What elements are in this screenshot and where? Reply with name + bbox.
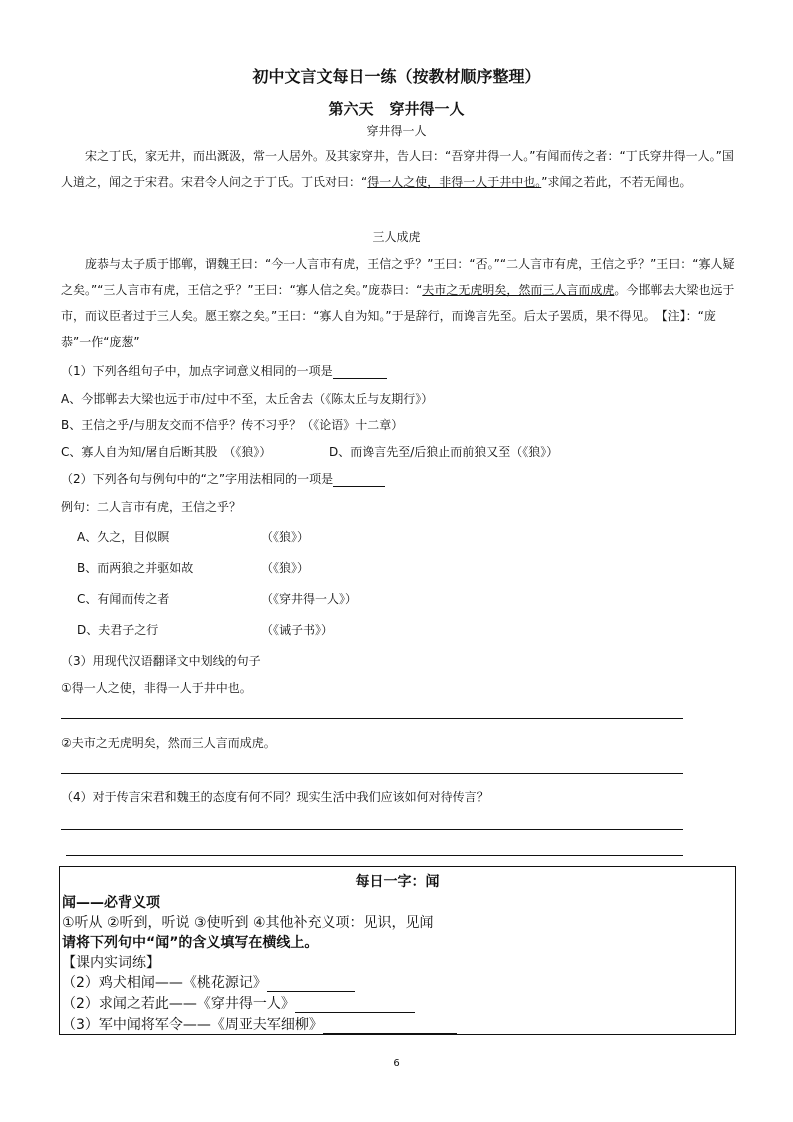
daily-word-title: 每日一字：闻: [355, 874, 440, 890]
question-2: [61, 470, 385, 487]
q2-option-b: B、而两狼之并驱如故: [77, 561, 194, 575]
passage2-text-b: 。今邯郸去大梁也远于市，而议臣者过于三人矣。愿王察之矣。”王曰：“寡人自为知。”于是辞行，而谗言先至。后太子罢质，果不得见。 【注】：“庞恭”一作“庞葱”: [61, 283, 735, 349]
daily-word-item-text: （2）求闻之若此——《穿井得一人》: [62, 996, 295, 1012]
passage1-text: [61, 143, 741, 195]
passage1-text-a: 宋之丁氏，家无井，而出溉汲，常一人居外。及其家穿井，告人曰：“吾穿井得一人。”有闻而传之者：“丁氏穿井得一人。”国人道之，闻之于宋君。宋君令人问之于丁氏。丁氏对曰：“: [61, 149, 734, 189]
passage2-title: 三人成虎: [372, 230, 421, 244]
daily-word-item-text: （3）军中闻将军令——《周亚夫军细柳》: [62, 1017, 323, 1033]
q1-option-d: D、而谗言先至/后狼止而前狼又至（《狼》）: [329, 445, 559, 459]
question-1: [61, 362, 387, 379]
passage2-text: [61, 251, 741, 355]
daily-word-meanings: ①听从 ②听到，听说 ③使听到 ④其他补充义项：见识，见闻: [62, 915, 434, 931]
answer-line[interactable]: [61, 718, 683, 719]
q2-option-c: C、有闻而传之者: [77, 592, 170, 606]
question-3: （3）用现代汉语翻译文中划线的句子: [61, 654, 261, 668]
daily-word-heading: 闻——必背义项: [62, 895, 160, 911]
answer-blank[interactable]: [295, 998, 415, 1013]
question-4: （4）对于传言宋君和魏王的态度有何不同？现实生活中我们应该如何对待传言？: [61, 790, 489, 804]
question-1-text: （1）下列各组句子中，加点字词意义相同的一项是: [61, 364, 333, 378]
q2-option-a-source: （《狼》）: [261, 530, 310, 544]
passage2-underlined: 夫市之无虎明矣，然而三人言而成虎: [422, 283, 615, 297]
q3-sentence-2: ②夫市之无虎明矣，然而三人言而成虎。: [61, 736, 276, 750]
q2-option-b-source: （《狼》）: [261, 561, 310, 575]
answer-line[interactable]: [66, 855, 683, 856]
q1-option-a: A、今邯郸去大梁也远于市/过中不至，太丘舍去（《陈太丘与友期行》）: [61, 392, 434, 406]
answer-blank[interactable]: [267, 977, 355, 992]
passage1-title: 穿井得一人: [366, 124, 427, 138]
answer-line[interactable]: [61, 773, 683, 774]
passage1-text-b: ”求闻之若此，不若无闻也。: [541, 175, 692, 189]
daily-word-section: 【课内实词练】: [62, 955, 160, 971]
day-label: 第六天: [328, 100, 374, 118]
daily-word-item-text: （2）鸡犬相闻——《桃花源记》: [62, 975, 267, 991]
question-2-text: （2）下列各句与例句中的“之”字用法相同的一项是: [61, 472, 334, 486]
daily-word-instruction: 请将下列句中“闻”的含义填写在横线上。: [62, 935, 319, 951]
passage1-underlined: 得一人之使，非得一人于井中也。: [367, 175, 542, 189]
answer-blank[interactable]: [333, 364, 387, 379]
q2-option-a: A、久之，目似瞑: [77, 530, 170, 544]
answer-blank[interactable]: [323, 1019, 457, 1034]
answer-blank[interactable]: [333, 472, 385, 487]
q2-option-d-source: （《诫子书》）: [261, 623, 334, 637]
q2-example: 例句：二人言市有虎，王信之乎？: [61, 500, 242, 514]
daily-word-item: [62, 972, 355, 992]
passage2-text-a: 庞恭与太子质于邯郸，谓魏王曰：“今一人言市有虎，王信之乎？”王曰：“否。”“二人言市有虎，王信之乎？”王曰：“寡人疑之矣。”“三人言市有虎，王信之乎？”王曰：“寡人信之矣。”庞恭曰：“: [61, 257, 735, 297]
daily-word-item: [62, 993, 415, 1013]
q2-option-d: D、夫君子之行: [77, 623, 159, 637]
q1-option-c: C、寡人自为知/屠自后断其股 （《狼》）: [61, 445, 272, 459]
day-heading: [0, 98, 793, 119]
day-topic: 穿井得一人: [389, 100, 465, 118]
daily-word-box: [59, 866, 736, 1035]
q3-sentence-1: ①得一人之使，非得一人于井中也。: [61, 681, 252, 695]
q1-option-b: B、王信之乎/与朋友交而不信乎？传不习乎？（《论语》十二章）: [61, 418, 404, 432]
daily-word-item: [62, 1014, 457, 1034]
page-title: 初中文言文每日一练（按教材顺序整理）: [252, 67, 541, 86]
q2-option-c-source: （《穿井得一人》）: [261, 592, 358, 606]
answer-line[interactable]: [61, 829, 683, 830]
page-number: 6: [393, 1058, 400, 1069]
